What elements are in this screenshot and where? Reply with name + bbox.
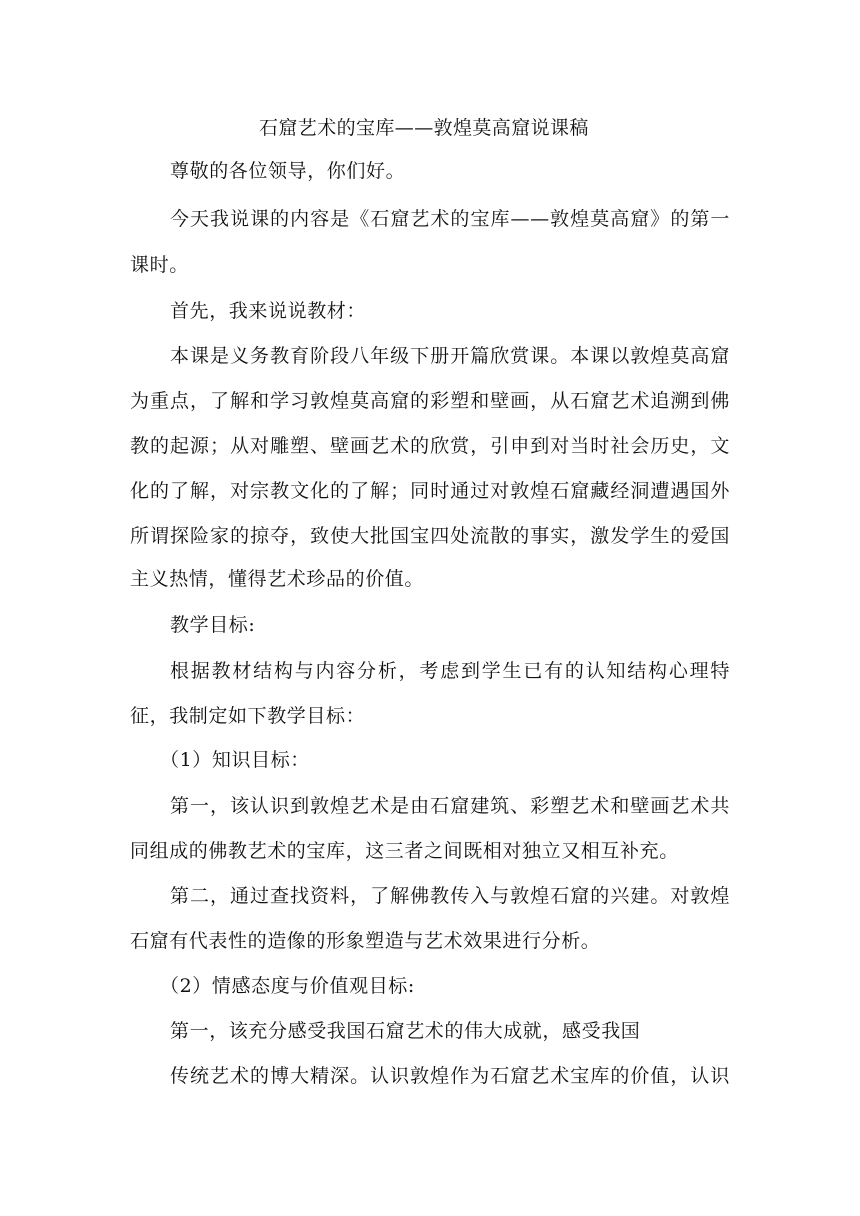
paragraph-line: 化的了解，对宗教文化的了解；同时通过对敦煌石窟藏经洞遭遇国外 [130, 480, 730, 502]
paragraph-line: 所谓探险家的掠夺，致使大批国宝四处流散的事实，激发学生的爱国 [130, 525, 730, 547]
paragraph-line: 首先，我来说说教材： [170, 300, 367, 322]
paragraph-line: 今天我说课的内容是《石窟艺术的宝库——敦煌莫高窟》的第一 [170, 208, 730, 230]
paragraph-line: 传统艺术的博大精深。认识敦煌作为石窟艺术宝库的价值，认识 [170, 1065, 730, 1087]
paragraph-line: 本课是义务教育阶段八年级下册开篇欣赏课。本课以敦煌莫高窟 [170, 345, 730, 367]
paragraph-line: 为重点，了解和学习敦煌莫高窟的彩塑和壁画，从石窟艺术追溯到佛 [130, 390, 730, 412]
paragraph-line: 主义热情，懂得艺术珍品的价值。 [130, 568, 425, 590]
section-heading: 教学目标: [170, 614, 256, 636]
paragraph-line: 尊敬的各位领导，你们好。 [170, 160, 406, 182]
paragraph-line: 第二，通过查找资料，了解佛教传入与敦煌石窟的兴建。对敦煌 [170, 885, 730, 907]
paragraph-line: 同组成的佛教艺术的宝库，这三者之间既相对独立又相互补充。 [130, 840, 679, 862]
paragraph-line: 石窟有代表性的造像的形象塑造与艺术效果进行分析。 [130, 930, 601, 952]
subsection-heading: （2）情感态度与价值观目标: [160, 975, 415, 997]
paragraph-line: 教的起源；从对雕塑、壁画艺术的欣赏，引申到对当时社会历史，文 [130, 435, 730, 457]
paragraph-line: 第一，该充分感受我国石窟艺术的伟大成就，感受我国 [170, 1020, 641, 1042]
paragraph-line: 根据教材结构与内容分析，考虑到学生已有的认知结构心理特 [170, 660, 730, 682]
paragraph-line: 课时。 [130, 254, 189, 276]
document-title: 石窟艺术的宝库——敦煌莫高窟说课稿 [259, 117, 589, 139]
subsection-heading: （1）知识目标： [160, 749, 310, 771]
paragraph-line: 第一，该认识到敦煌艺术是由石窟建筑、彩塑艺术和壁画艺术共 [170, 795, 730, 817]
paragraph-line: 征，我制定如下教学目标： [130, 705, 366, 727]
